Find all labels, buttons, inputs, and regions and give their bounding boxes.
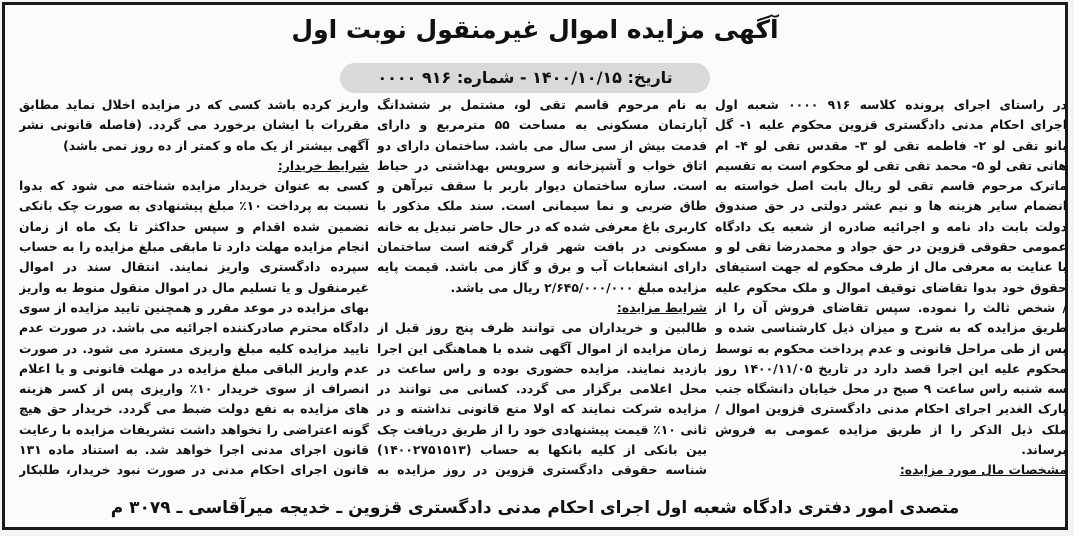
continuation-paragraph: واریز کرده باشد کسی که در مزایده اخلال نماید مطابق مقررات با ایشان برخورد می گردد. (فاصله قانونی نشر آگهی بیشتر از یک ماه و کمتر از ده روز نمی باشد) [19, 97, 369, 153]
notice-frame [2, 2, 1068, 530]
auction-conditions-heading: شرایط مزایده: [616, 299, 707, 315]
property-specs-heading: مشخصات مال مورد مزایده: [899, 462, 1067, 478]
column-middle [377, 95, 707, 480]
date-number-bar: تاریخ: ۱۴۰۰/۱۰/۱۵ - شماره: ۹۱۶ ۰۰۰۰ [340, 63, 710, 93]
column-left [19, 95, 369, 480]
auction-conditions-text: طالبین و خریداران می توانند ظرف پنج روز قبل از زمان مزایده از اموال آگهی شده با هماهنگی این اجرا بازدید نمایند. مزایده حضوری بوده و راس ساعت در محل اعلامی برگزار می گردد. کسانی می توانند در مزایده شرکت نمایند که اولا منع قانونی نداشته و در ثانی ۱۰٪ قیمت پیشنهادی خود را از طریق دریافت چک بین بانکی از کلیه بانکها به حساب (۱۴۰۰۲۷۵۱۵۱۳) شناسه حقوقی دادگستری قزوین در روز مزایده به [377, 320, 707, 478]
notice-title: آگهی مزایده اموال غیرمنقول نوبت اول [291, 15, 779, 44]
column-right [715, 95, 1067, 480]
buyer-conditions-text: کسی به عنوان خریدار مزایده شناخته می شود که بدوا نسبت به پرداخت ۱۰٪ مبلغ پیشنهادی به صورت چک بانکی تضمین شده اقدام و سپس حداکثر تا یک ماه از زمان انجام مزایده مهلت دارد تا مابقی مبلغ مزایده را به حساب سپرده دادگستری واریز نمایند. انتقال سند در اموال غیرمنقول و یا تسلیم مال در اموال منقول منوط به واریز بهای مزایده در موعد مقرر و همچنین تایید مزایده از سوی دادگاه محترم صادرکننده اجرائیه می باشد. در صورت عدم تایید مزایده کلیه مبلغ واریزی مسترد می شود. در صورت عدم واریز الباقی مبلغ مزایده در مهلت قانونی و یا اعلام انصراف از سوی خریدار ۱۰٪ واریزی پس از کسر هزینه های مزایده به نفع دولت ضبط می گردد. خریدار حق هیچ گونه اعتراضی را نخواهد داشت تشریفات مزایده با رعایت قانون اجرای مدنی اجرا خواهد شد. به استناد ماده ۱۳۱ قانون اجرای احکام مدنی در صورت نبود خریدار، طلبکار [19, 178, 369, 478]
intro-paragraph: در راستای اجرای پرونده کلاسه ۹۱۶ ۰۰۰۰ شعبه اول اجرای احکام مدنی دادگستری قزوین محکوم علیه ۱- گل بانو تقی لو ۲- فاطمه تقی لو ۳- مقدس تقی لو ۴- ام هانی تقی لو ۵- محمد تقی تقی لو محکوم است به تقسیم ماترک مرحوم قاسم تقی لو ریال بابت اصل خواسته به انضمام سایر هزینه ها و نیم عشر دولتی در حق صندوق دولت بابت داد نامه و اجرائیه صادره از شعبه یک دادگاه عمومی حقوقی قزوین در حق جواد و محمدرضا تقی لو و با عنایت به معرفی مال از طرف محکوم له جهت استیفای حقوق خود بدوا تقاضای توقیف اموال و ملک محکوم علیه / شخص ثالث را نموده. سپس تقاضای فروش آن را از طریق مزایده که به شرح و میزان ذیل کارشناسی شده و پس از طی مراحل قانونی و عدم پرداخت محکوم به توسط محکوم علیه این اجرا قصد دارد در تاریخ ۱۴۰۰/۱۱/۰۵ روز سه شنبه راس ساعت ۹ صبح در محل خیابان دانشگاه جنب پارک الغدیر اجرای احکام مدنی دادگستری قزوین اموال / ملک ذیل الذکر را از طریق مزایده عمومی به فروش برساند. [715, 97, 1067, 458]
signature-footer: متصدی امور دفتری دادگاه شعبه اول اجرای احکام مدنی دادگستری قزوین ـ خدیجه میرآقاسی ـ ۳۰۷۹ م [110, 498, 960, 518]
property-description: به نام مرحوم قاسم تقی لو، مشتمل بر ششدانگ آپارتمان مسکونی به مساحت ۵۵ مترمربع و دارای قدمت بیش از سی سال می باشد. ساختمان دارای دو اتاق خواب و آشپزخانه و سرویس بهداشتی در حیاط است. سازه ساختمان دیوار باربر با سقف تیرآهن و طاق ضربی و نما سیمانی است. سند ملک مذکور با کاربری باغ معرفی شده که در حال حاضر تبدیل به خانه مسکونی در بافت شهر قرار گرفته است ساختمان دارای انشعابات آب و برق و گاز می باشد. قیمت پایه مزایده مبلغ ۲/۶۴۵/۰۰۰/۰۰۰ ریال می باشد. [377, 97, 707, 295]
buyer-conditions-heading: شرایط خریدار: [277, 157, 369, 173]
